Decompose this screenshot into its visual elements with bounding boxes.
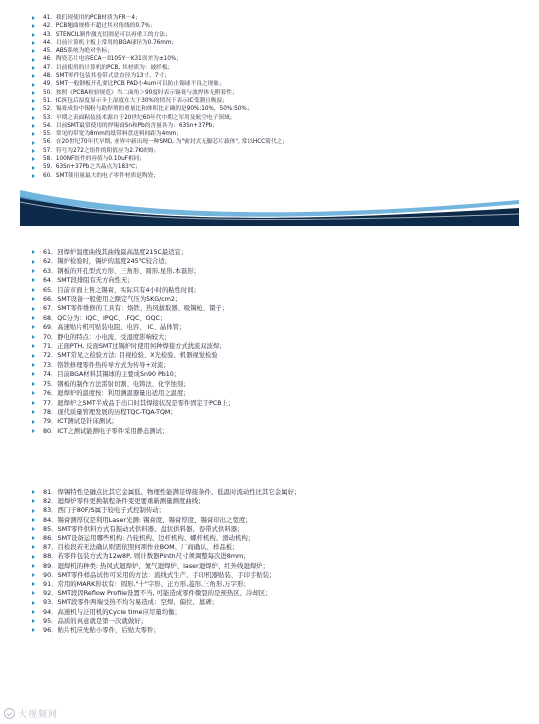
bullet-arrow-icon xyxy=(32,344,35,348)
list-item: 49．SMT一般钢板开孔要比PCB PAD小4um可以防止锡球不良之现象； xyxy=(20,80,519,88)
list-item: 63．钢板的开孔型式方形、三角形、圆形,星形,本磊形； xyxy=(20,267,519,276)
bullet-arrow-icon xyxy=(32,124,35,128)
bullet-arrow-icon xyxy=(32,316,35,320)
slide-2 xyxy=(20,248,519,466)
list-item: 76．迴焊炉的温度按：利用测温器量出适用之温度； xyxy=(20,389,519,398)
bullet-arrow-icon xyxy=(32,391,35,395)
list-item: 43．STENCIL制作激光切割是可以再重工的方法； xyxy=(20,31,519,39)
list-item: 96．贴片机应先贴小零件，后贴大零件； xyxy=(20,626,519,635)
bullet-arrow-icon xyxy=(32,499,35,503)
list-item: 66．SMT设备一般使用之额定气压为5KG/cm2； xyxy=(20,295,519,304)
list-item: 59．63Sn+37Pb之共晶点为183℃； xyxy=(20,163,519,171)
bullet-arrow-icon xyxy=(32,24,35,28)
bullet-arrow-icon xyxy=(32,157,35,161)
list-item: 90．SMT零件样品试作可采用的方法：流线式生产、手印机器贴装、手印手贴装； xyxy=(20,571,519,580)
list-item: 52．锡膏成份中锡粉与助焊剂的重量比和体积比正确的是90%:10%，50%:50%； xyxy=(20,105,519,113)
list-item: 82．迴焊炉零件更换制程条件变更要重新测量测度曲线； xyxy=(20,497,519,506)
list-item: 71．正面PTH, 反面SMT过锡炉时使用何种焊接方式扰流双波焊； xyxy=(20,342,519,351)
list-item: 64．SMT段排阻有无方向性无； xyxy=(20,276,519,285)
bullet-arrow-icon xyxy=(32,41,35,45)
bullet-arrow-icon xyxy=(32,288,35,292)
list-item: 57．符号为272之组件的阻值应为2.7K欧姆； xyxy=(20,147,519,155)
list-item: 45．ABS系统为绝对坐标； xyxy=(20,47,519,55)
list-item: 42．PCB翘曲规格不超过其对角线的0.7%； xyxy=(20,22,519,30)
bullet-arrow-icon xyxy=(32,269,35,273)
bullet-arrow-icon xyxy=(32,591,35,595)
slide-swoosh-decoration xyxy=(20,186,519,226)
bullet-arrow-icon xyxy=(32,260,35,264)
list-item: 61．回焊炉温度曲线其曲线最高温度215C最适宜； xyxy=(20,248,519,257)
watermark-logo-icon xyxy=(4,708,15,719)
bullet-arrow-icon xyxy=(32,132,35,136)
list-item: 84．锡膏测厚仪是利用Laser光测: 锡膏度、锡膏厚度、锡膏印出之宽度； xyxy=(20,516,519,525)
list-item: 60．SMT使用量最大的电子零件材质是陶瓷； xyxy=(20,172,519,180)
bullet-arrow-icon xyxy=(32,490,35,494)
slide-1-list xyxy=(20,14,519,180)
list-item: 70．静电的特点：小电流、受湿度影响较大； xyxy=(20,333,519,342)
watermark-text: 大视频网 xyxy=(18,710,59,720)
bullet-arrow-icon xyxy=(32,16,35,20)
list-item: 48．SMT零件包装其卷带式盘直径为13寸、7寸； xyxy=(20,72,519,80)
bullet-arrow-icon xyxy=(32,372,35,376)
list-item: 94．高速机与泛用机的Cycle time应尽量均衡； xyxy=(20,608,519,617)
bullet-arrow-icon xyxy=(32,141,35,145)
bullet-arrow-icon xyxy=(32,149,35,153)
bullet-arrow-icon xyxy=(32,174,35,178)
bullet-arrow-icon xyxy=(32,116,35,120)
bullet-arrow-icon xyxy=(32,307,35,311)
bullet-arrow-icon xyxy=(32,573,35,577)
list-item: 89．迴焊机的种类: 热风式迴焊炉、氮气迴焊炉、laser迴焊炉、红外线迴焊炉； xyxy=(20,562,519,571)
list-item: 91．常用的MARK形状有：圆形,"十"字形、正方形,菱形,三角形,万字形； xyxy=(20,580,519,589)
bullet-arrow-icon xyxy=(32,610,35,614)
bullet-arrow-icon xyxy=(32,509,35,513)
list-item: 80．ICT之测试能测电子零件采用静态测试； xyxy=(20,427,519,436)
bullet-arrow-icon xyxy=(32,564,35,568)
bullet-arrow-icon xyxy=(32,58,35,62)
bullet-arrow-icon xyxy=(32,628,35,632)
bullet-arrow-icon xyxy=(32,83,35,87)
bullet-arrow-icon xyxy=(32,518,35,522)
bullet-arrow-icon xyxy=(32,410,35,414)
list-item: 67．SMT零件维修的工具有：烙铁、热风拔取器、吸锡枪、镊子； xyxy=(20,304,519,313)
list-item: 95．品质的真意就是第一次就做好； xyxy=(20,617,519,626)
bullet-arrow-icon xyxy=(32,545,35,549)
list-item: 93．SMT段零件两端受热不均匀易造成：空焊、偏位、墓碑； xyxy=(20,598,519,607)
list-item: 65．目前市面上售之锡膏，实际只有4小时的粘性时间； xyxy=(20,286,519,295)
list-item: 86．SMT设备运用哪些机构: 凸轮机构、边杆机构、螺杆机构、滑动机构； xyxy=(20,534,519,543)
list-item: 81．焊锡特性是融点比其它金属低、物理性能满足焊接条件、低温时流动性比其它金属好； xyxy=(20,488,519,497)
list-item: 87．目检段若无法确认则需依照何项作业BOM、厂商确认、样品板； xyxy=(20,543,519,552)
bullet-arrow-icon xyxy=(32,401,35,405)
list-item: 83．西门子80F/S属于较电子式控制传动； xyxy=(20,506,519,515)
bullet-arrow-icon xyxy=(32,250,35,254)
list-item: 50．按照《PCBA检验规范》当二面角＞90度时表示锡膏与波焊体无附着性； xyxy=(20,89,519,97)
bullet-arrow-icon xyxy=(32,166,35,170)
list-item: 41．我们现使用的PCB材质为FR－4； xyxy=(20,14,519,22)
list-item: 62．锡炉检验时，锡炉的温度245℃较合适； xyxy=(20,257,519,266)
list-item: 56．在20世纪70年代早期, 业界中新出现一种SMD, 为"密封式无脚芯片载体", 常以HCC简代之； xyxy=(20,138,519,146)
bullet-arrow-icon xyxy=(32,278,35,282)
slide-3-list xyxy=(20,488,519,635)
bullet-arrow-icon xyxy=(32,74,35,78)
list-item: 54．目前SMT最常使用的焊锡膏Sn和Pb的含量各为：63Sn+37Pb； xyxy=(20,122,519,130)
list-item: 74．目前BGA材料其锡球的主要成Sn90 Pb10； xyxy=(20,370,519,379)
list-item: 78．现代质量管理发展的历程TQC-TQA-TQM； xyxy=(20,408,519,417)
bullet-arrow-icon xyxy=(32,420,35,424)
bullet-arrow-icon xyxy=(32,619,35,623)
bullet-arrow-icon xyxy=(32,582,35,586)
list-item: 69．高速贴片机可贴装电阻、电容、 IC、晶体管； xyxy=(20,323,519,332)
bullet-arrow-icon xyxy=(32,335,35,339)
list-item: 51．IC拆包后湿度显示卡上湿度在大于30%的情况下表示IC受潮且吸湿； xyxy=(20,97,519,105)
bullet-arrow-icon xyxy=(32,99,35,103)
bullet-arrow-icon xyxy=(32,49,35,53)
watermark xyxy=(4,707,58,720)
bullet-arrow-icon xyxy=(32,297,35,301)
bullet-arrow-icon xyxy=(32,66,35,70)
list-item: 79．ICT测试是针床测试； xyxy=(20,417,519,426)
list-item: 53．早期之表面粘装技术源自于20世纪60年代中期之军用及航空电子领域； xyxy=(20,114,519,122)
bullet-arrow-icon xyxy=(32,555,35,559)
bullet-arrow-icon xyxy=(32,527,35,531)
list-item: 44．目前计算机主板上常用的BGA球径为0.76mm； xyxy=(20,39,519,47)
list-item: 68．QC分为：IQC、IPQC、.FQC、OQC； xyxy=(20,314,519,323)
list-item: 77．迴焊炉之SMT半成品于出口时其焊接状况是零件固定于PCB上； xyxy=(20,399,519,408)
bullet-arrow-icon xyxy=(32,429,35,433)
slide-3 xyxy=(20,488,519,714)
bullet-arrow-icon xyxy=(32,363,35,367)
slide-1 xyxy=(20,14,519,226)
bullet-arrow-icon xyxy=(32,382,35,386)
bullet-arrow-icon xyxy=(32,601,35,605)
list-item: 88．若零件包装方式为12w8P, 则计数器Pinth尺寸须调整每次进8mm； xyxy=(20,552,519,561)
list-item: 55．常见的带宽为8mm的纸带料盘送料间距为4mm； xyxy=(20,130,519,138)
list-item: 46．陶瓷芯片电容ECA－0105Y－K31误差为±10%； xyxy=(20,55,519,63)
list-item: 47．目前使用的计算机的PCB, 其材质为：玻纤板； xyxy=(20,64,519,72)
slide-2-list xyxy=(20,248,519,436)
bullet-arrow-icon xyxy=(32,107,35,111)
list-item: 58．100NF组件的容值与0.10uF相同； xyxy=(20,155,519,163)
list-item: 85．SMT零件供料方式有振动式供料器、盘状供料器、卷带式供料器； xyxy=(20,525,519,534)
list-item: 72．SMT常见之检验方法: 目视检验、X光检验、机器视觉检验 xyxy=(20,351,519,360)
bullet-arrow-icon xyxy=(32,325,35,329)
bullet-arrow-icon xyxy=(32,91,35,95)
bullet-arrow-icon xyxy=(32,536,35,540)
list-item: 92．SMT段因Reflow Profile设置不当, 可能造成零件微裂的是预热区、冷却区； xyxy=(20,589,519,598)
bullet-arrow-icon xyxy=(32,354,35,358)
bullet-arrow-icon xyxy=(32,33,35,37)
list-item: 73．铬铁修理零件热传导方式为传导+对流； xyxy=(20,361,519,370)
list-item: 75．钢板的制作方法雷射切割、电铸法、化学蚀刻； xyxy=(20,380,519,389)
